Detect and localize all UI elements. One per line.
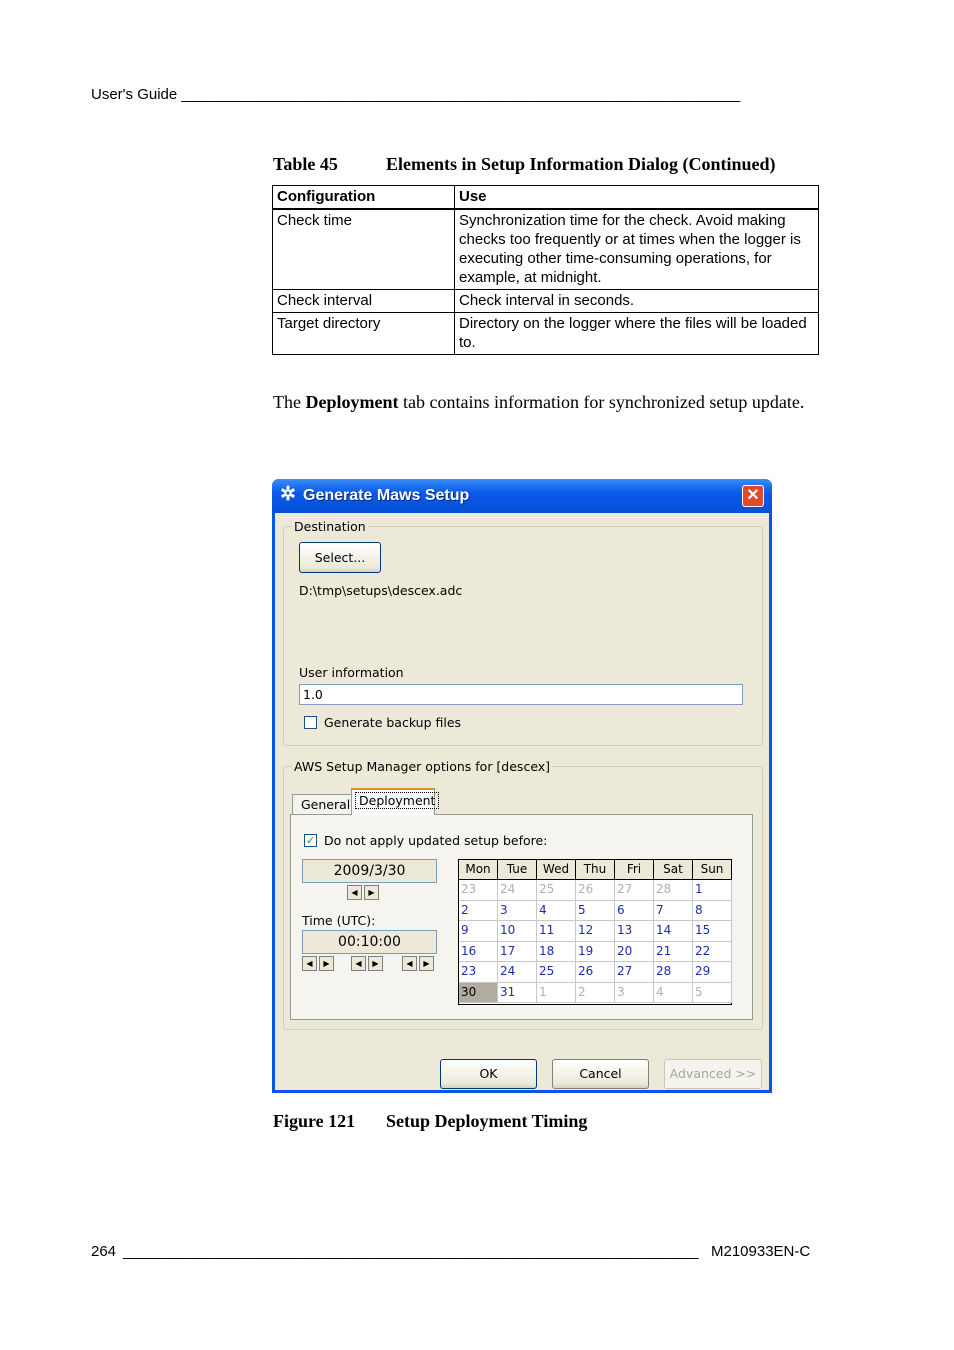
arrow-right-icon: ▶ <box>372 959 379 968</box>
calendar-day-header: Sun <box>693 860 732 880</box>
app-icon: ✲ <box>280 484 296 505</box>
calendar-day[interactable]: 4 <box>654 983 693 1004</box>
calendar-day[interactable]: 3 <box>498 901 537 922</box>
paragraph-text: tab contains information for synchronized setup update. <box>398 392 805 412</box>
table-header-use: Use <box>455 186 819 210</box>
user-info-input[interactable]: 1.0 <box>299 684 743 705</box>
calendar-day[interactable]: 27 <box>615 962 654 983</box>
aws-options-legend: AWS Setup Manager options for [descex] <box>294 759 551 774</box>
calendar-day[interactable]: 2 <box>459 901 498 922</box>
apply-label: Do not apply updated setup before: <box>324 833 548 848</box>
calendar-day[interactable]: 17 <box>498 942 537 963</box>
calendar-day[interactable]: 5 <box>693 983 732 1004</box>
calendar-day[interactable]: 8 <box>693 901 732 922</box>
calendar-day[interactable]: 31 <box>498 983 537 1004</box>
calendar-day[interactable]: 24 <box>498 962 537 983</box>
table-cell-use: Directory on the logger where the files will be loaded to. <box>455 313 819 355</box>
calendar-day[interactable]: 28 <box>654 880 693 901</box>
calendar-day[interactable]: 24 <box>498 880 537 901</box>
ok-button[interactable]: OK <box>440 1059 537 1089</box>
footer-line: _____________________________________________________________________ <box>123 1243 699 1260</box>
table-row <box>273 313 819 355</box>
destination-path: D:\tmp\setups\descex.adc <box>299 583 463 598</box>
tab-general[interactable]: General <box>292 794 359 814</box>
arrow-right-icon: ▶ <box>323 959 330 968</box>
arrow-right-icon: ▶ <box>423 959 430 968</box>
calendar-day[interactable]: 3 <box>615 983 654 1004</box>
dialog-title: Generate Maws Setup <box>303 487 470 504</box>
calendar-day[interactable]: 21 <box>654 942 693 963</box>
calendar-day[interactable]: 13 <box>615 921 654 942</box>
calendar-day-header: Wed <box>537 860 576 880</box>
calendar-day[interactable]: 4 <box>537 901 576 922</box>
calendar-day[interactable]: 29 <box>693 962 732 983</box>
calendar-day[interactable]: 23 <box>459 962 498 983</box>
user-info-label: User information <box>299 665 404 680</box>
paragraph-text: The <box>273 392 306 412</box>
time-field[interactable]: 00:10:00 <box>302 930 437 954</box>
document-id: M210933EN-C <box>711 1243 811 1260</box>
calendar-day[interactable]: 23 <box>459 880 498 901</box>
apply-checkbox[interactable]: ✓ <box>305 834 316 847</box>
backup-checkbox[interactable] <box>304 716 317 729</box>
calendar-day[interactable]: 20 <box>615 942 654 963</box>
close-icon: ✕ <box>746 487 760 504</box>
table-cell-use: Check interval in seconds. <box>455 290 819 313</box>
setup-info-table <box>272 185 819 355</box>
calendar-day[interactable]: 6 <box>615 901 654 922</box>
calendar-day[interactable]: 5 <box>576 901 615 922</box>
page-header: User's Guide ___________________________________________________________________ <box>91 86 741 103</box>
minute-next-button[interactable] <box>368 956 383 971</box>
dialog-client-area <box>275 513 769 1090</box>
calendar-day[interactable]: 19 <box>576 942 615 963</box>
calendar-day[interactable]: 26 <box>576 880 615 901</box>
destination-legend: Destination <box>294 519 366 534</box>
calendar-day[interactable]: 11 <box>537 921 576 942</box>
calendar-day[interactable]: 18 <box>537 942 576 963</box>
arrow-right-icon: ▶ <box>368 888 375 897</box>
table-row <box>273 290 819 313</box>
tab-deployment-label: Deployment <box>355 792 439 809</box>
dialog-titlebar[interactable] <box>272 479 772 513</box>
table-row <box>273 209 819 290</box>
calendar-day-header: Thu <box>576 860 615 880</box>
calendar-day[interactable]: 16 <box>459 942 498 963</box>
hour-prev-button[interactable] <box>302 956 317 971</box>
calendar-day[interactable]: 12 <box>576 921 615 942</box>
page-number: 264 <box>91 1243 117 1260</box>
second-prev-button[interactable] <box>402 956 417 971</box>
arrow-left-icon: ◀ <box>351 888 358 897</box>
arrow-left-icon: ◀ <box>406 959 413 968</box>
calendar-day[interactable]: 1 <box>537 983 576 1004</box>
date-field[interactable]: 2009/3/30 <box>302 859 437 883</box>
calendar-day[interactable]: 27 <box>615 880 654 901</box>
calendar-day[interactable]: 10 <box>498 921 537 942</box>
table-cell-use: Synchronization time for the check. Avoid making checks too frequently or at times when the logger is executing other time-consuming operations, for example, at midnight. <box>455 209 819 290</box>
arrow-left-icon: ◀ <box>306 959 313 968</box>
table-caption-title: Elements in Setup Information Dialog (Continued) <box>386 154 776 174</box>
backup-label: Generate backup files <box>324 715 462 730</box>
calendar-grid[interactable] <box>458 859 732 1005</box>
generate-setup-dialog <box>272 479 772 1093</box>
calendar-day-header: Tue <box>498 860 537 880</box>
calendar-day[interactable]: 15 <box>693 921 732 942</box>
close-button[interactable] <box>742 485 764 507</box>
figure-title: Setup Deployment Timing <box>386 1111 588 1131</box>
advanced-button[interactable]: Advanced >> <box>664 1059 762 1089</box>
calendar-day[interactable]: 25 <box>537 880 576 901</box>
calendar-day[interactable]: 14 <box>654 921 693 942</box>
calendar-day-selected[interactable]: 30 <box>459 983 498 1004</box>
table-cell-config: Target directory <box>273 313 455 355</box>
arrow-left-icon: ◀ <box>355 959 362 968</box>
minute-prev-button[interactable] <box>351 956 366 971</box>
calendar-day-header: Mon <box>459 860 498 880</box>
second-next-button[interactable] <box>419 956 434 971</box>
table-header-configuration: Configuration <box>273 186 455 210</box>
calendar-day[interactable]: 22 <box>693 942 732 963</box>
calendar-day[interactable]: 9 <box>459 921 498 942</box>
calendar-day-header: Sat <box>654 860 693 880</box>
cancel-button[interactable]: Cancel <box>552 1059 649 1089</box>
time-label: Time (UTC): <box>302 913 376 928</box>
tab-deployment[interactable] <box>351 788 435 815</box>
body-paragraph <box>273 391 813 413</box>
calendar-day[interactable]: 1 <box>693 880 732 901</box>
figure-number: Figure 121 <box>273 1111 356 1131</box>
date-prev-button[interactable] <box>347 885 362 900</box>
calendar-day[interactable]: 28 <box>654 962 693 983</box>
calendar-day[interactable]: 2 <box>576 983 615 1004</box>
table-cell-config: Check interval <box>273 290 455 313</box>
table-caption-number: Table 45 <box>273 154 338 174</box>
calendar-day-header: Fri <box>615 860 654 880</box>
select-button[interactable]: Select... <box>299 542 381 573</box>
table-header-row <box>273 186 819 210</box>
date-next-button[interactable] <box>364 885 379 900</box>
calendar-day[interactable]: 25 <box>537 962 576 983</box>
hour-next-button[interactable] <box>319 956 334 971</box>
calendar-day[interactable]: 7 <box>654 901 693 922</box>
table-cell-config: Check time <box>273 209 455 290</box>
paragraph-bold: Deployment <box>305 392 399 412</box>
calendar-day[interactable]: 26 <box>576 962 615 983</box>
